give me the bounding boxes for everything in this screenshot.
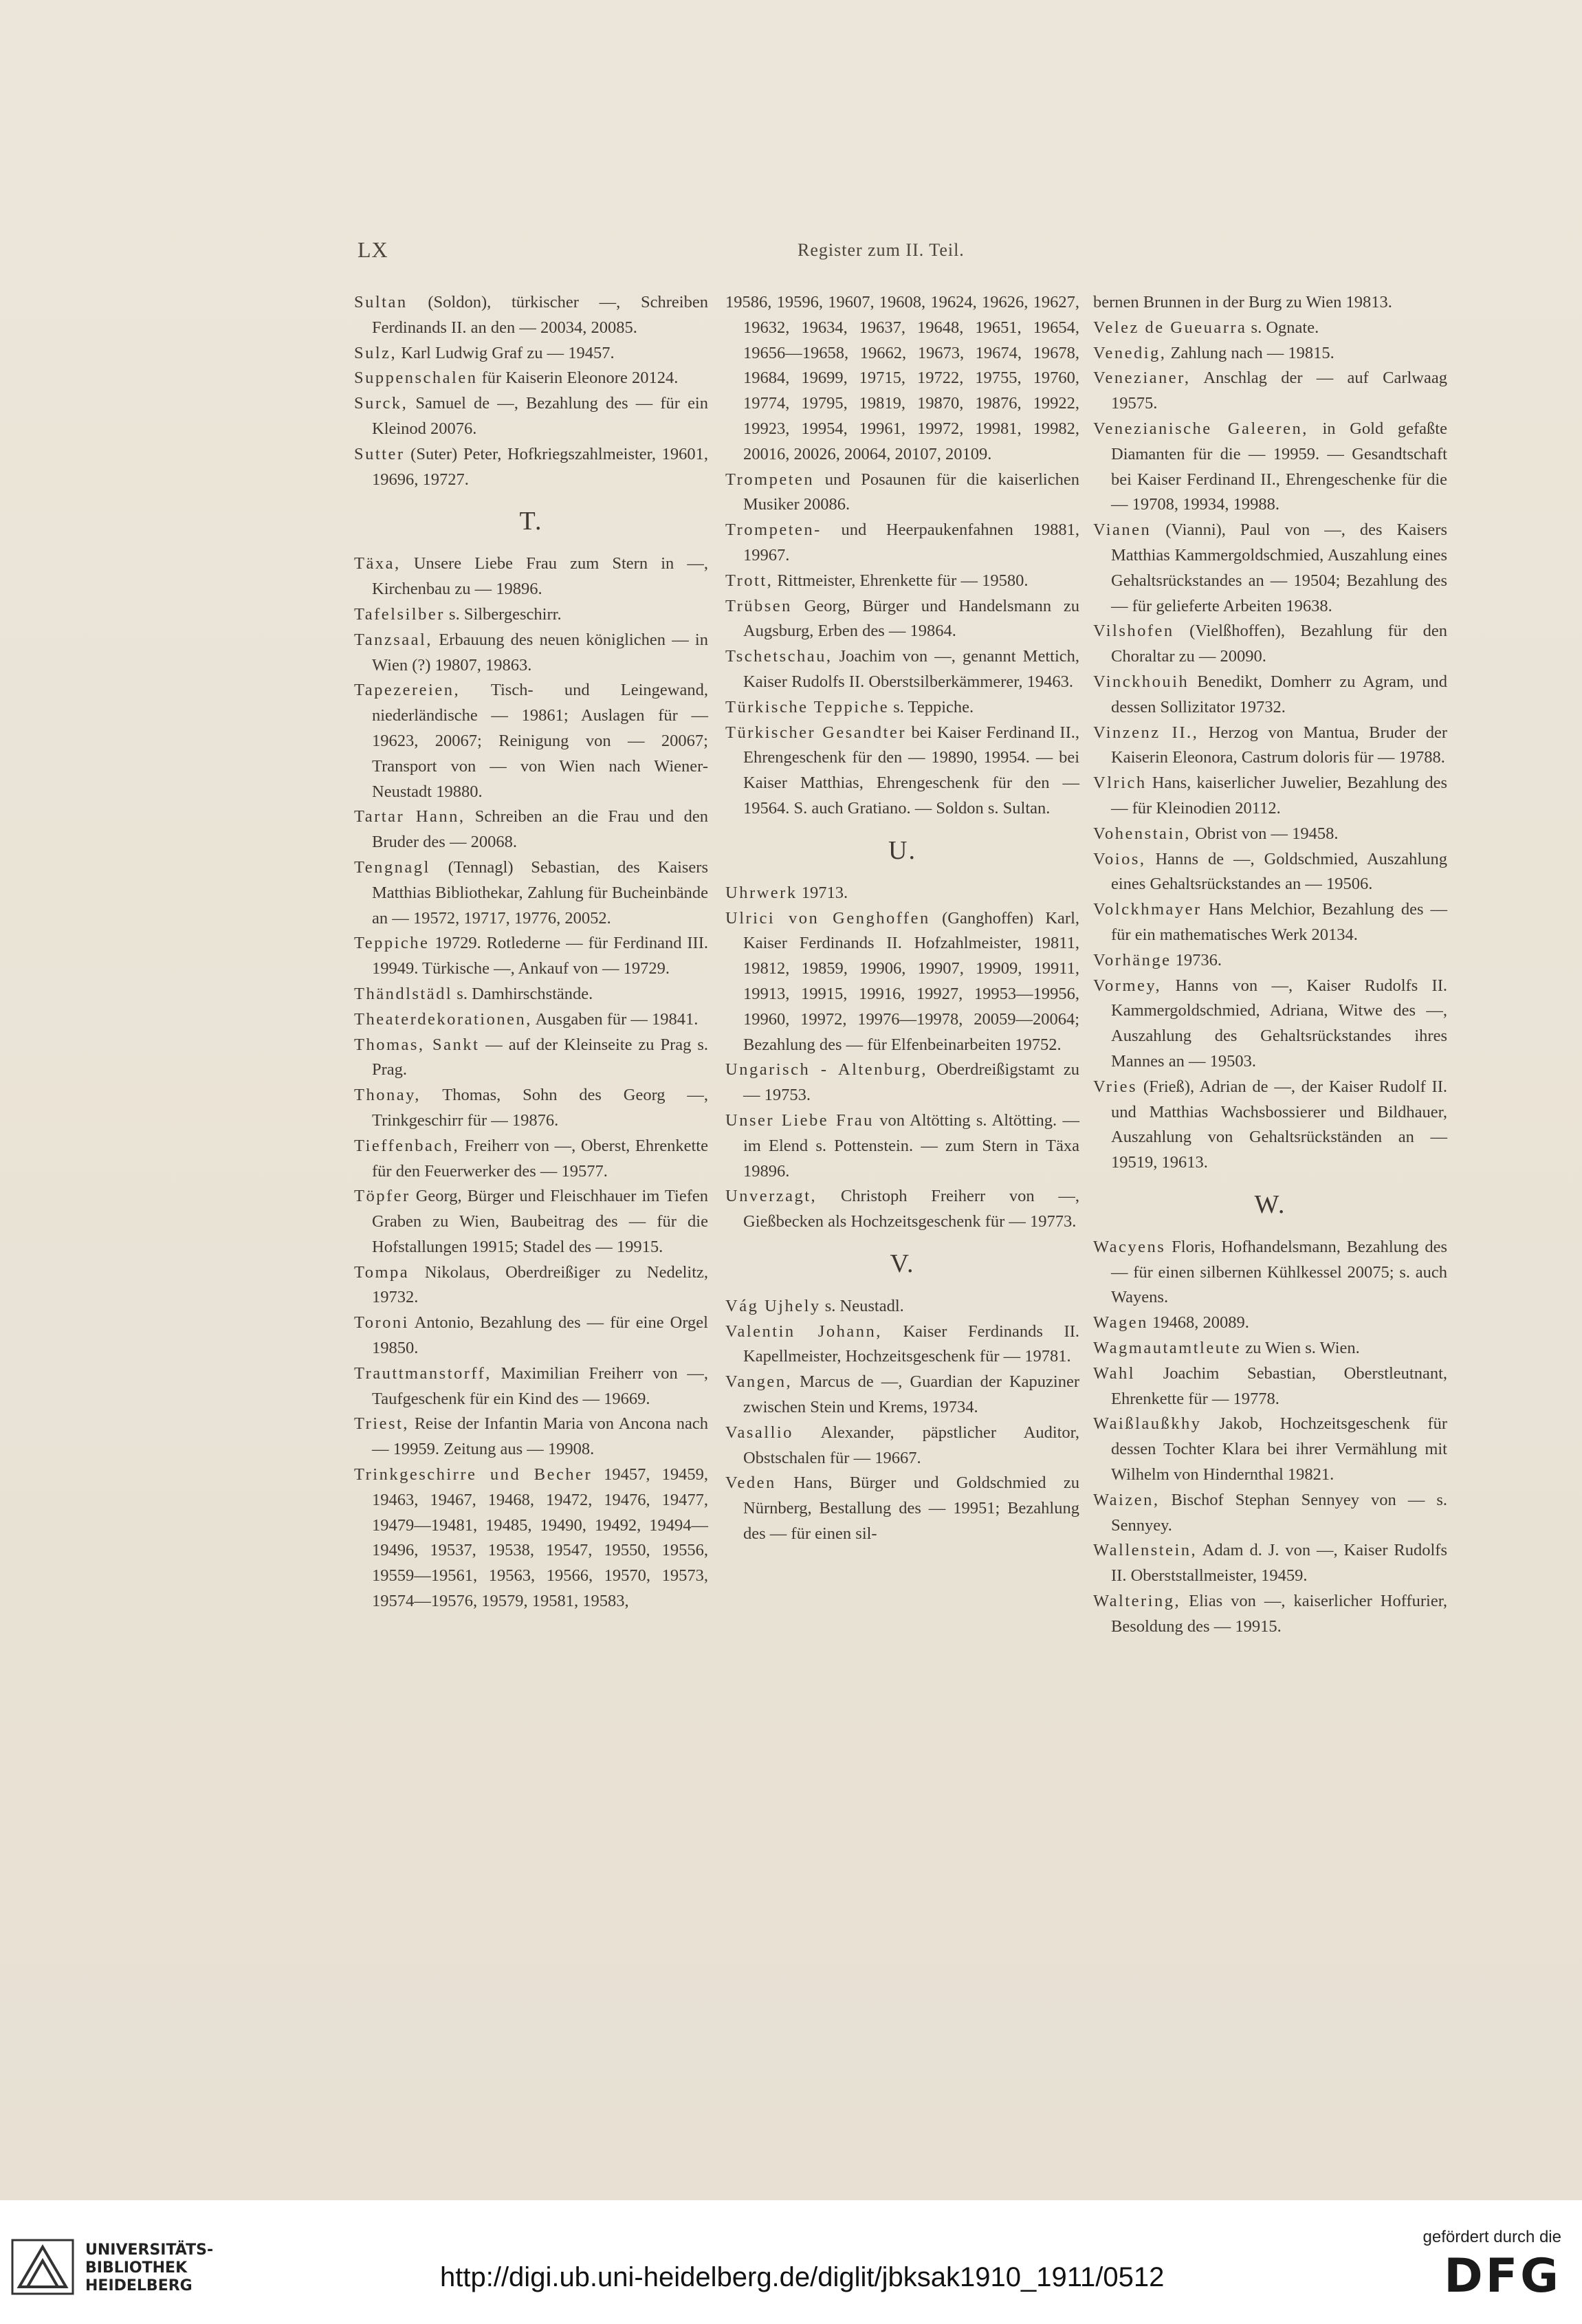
register-entry: [1093, 1589, 1447, 1640]
entry-text: Rittmeister, Ehrenkette für — 19580.: [773, 571, 1029, 590]
register-entry: [1093, 897, 1447, 948]
entry-term: Türkischer Gesandter: [725, 723, 906, 742]
library-name-line: UNIVERSITÄTS-: [85, 2241, 214, 2259]
entry-text: Hans, Bürger und Goldschmied zu Nürnberg, Bestallung des — 19951; Bezahlung des — für einen sil-: [743, 1473, 1079, 1544]
library-name: [85, 2241, 213, 2295]
register-entry: [1093, 1336, 1447, 1361]
entry-term: Trinkgeschirre und Becher: [354, 1465, 593, 1484]
entry-term: Tengnagl: [354, 857, 430, 877]
register-entry: [1093, 974, 1447, 1075]
register-entry: [725, 1370, 1079, 1421]
entry-text: Samuel de —, Bezahlung des — für ein Kleinod 20076.: [372, 394, 708, 438]
entry-term: Venezianische Galeeren,: [1093, 419, 1308, 438]
register-entry: [725, 906, 1079, 1058]
register-entry: [725, 695, 1079, 721]
register-entry: [354, 1007, 708, 1033]
entry-term: Vorhänge: [1093, 950, 1172, 969]
register-entry: [725, 518, 1079, 569]
entry-text: Marcus de —, Guardian der Kapuziner zwischen Stein und Krems, 19734.: [743, 1372, 1079, 1417]
entry-text: Bischof Stephan Sennyey von — s. Sennyey.: [1111, 1490, 1447, 1535]
entry-term: Tafelsilber: [354, 604, 445, 624]
library-name-line: HEIDELBERG: [85, 2277, 193, 2294]
entry-text: und Heerpaukenfahnen 19881, 19967.: [743, 520, 1079, 564]
register-entry: [354, 628, 708, 679]
entry-term: Ulrici von Genghoffen: [725, 908, 930, 928]
entry-term: Thonay,: [354, 1086, 421, 1105]
register-entry: [1093, 1412, 1447, 1487]
register-entry: [725, 594, 1079, 645]
entry-text: von Altötting s. Altötting. — im Elend s. Pottenstein. — zum Stern in Täxa 19896.: [743, 1110, 1079, 1181]
permalink-url[interactable]: http://digi.ub.uni-heidelberg.de/diglit/jbksak1910_1911/0512: [440, 2262, 1165, 2292]
entry-term: Tapezereien,: [354, 681, 461, 700]
entry-text: Antonio, Bezahlung des — für eine Orgel 19850.: [372, 1313, 708, 1358]
register-entry: [725, 1471, 1079, 1546]
entry-text: Hanns de —, Goldschmied, Auszahlung eines Gehaltsrückstandes an — 19506.: [1111, 849, 1447, 894]
section-letter: U.: [888, 835, 916, 865]
entry-text: Schreiben an die Frau und den Bruder des — 20068.: [372, 807, 708, 852]
register-entry: [1093, 1075, 1447, 1176]
entry-term: Vasallio: [725, 1423, 793, 1442]
entry-text: Jakob, Hochzeitsgeschenk für dessen Tochter Klara bei ihrer Vermählung mit Wilhelm von Hindernthal 19821.: [1111, 1414, 1447, 1484]
register-entry: [354, 602, 708, 628]
entry-text: Freiherr von —, Oberst, Ehrenkette für den Feuerwerker des — 19577.: [372, 1136, 708, 1181]
entry-term: Suppenschalen: [354, 369, 478, 388]
entry-term: Triest,: [354, 1414, 409, 1434]
entry-term: Waißlaußkhy: [1093, 1414, 1202, 1434]
entry-term: Surck,: [354, 394, 408, 413]
entry-text: zu Wien s. Wien.: [1241, 1339, 1360, 1358]
entry-text: 19457, 19459, 19463, 19467, 19468, 19472, 19476, 19477, 19479—19481, 19485, 19490, 19492, 19494—19496, 19537, 19538, 19547, 19550, 19556, 19559—19561, 19563, 19566, 19570, 19573, 19574—19576, 19579, 19581, 19583,: [372, 1465, 708, 1611]
entry-text: Alexander, päpstlicher Auditor, Obstschalen für — 19667.: [743, 1423, 1079, 1467]
entry-text: Unsere Liebe Frau zum Stern in —, Kirchenbau zu — 19896.: [372, 554, 708, 599]
funding-label: gefördert durch die: [1422, 2228, 1561, 2246]
entry-term: Unser Liebe Frau: [725, 1110, 874, 1130]
entry-term: Tartar Hann,: [354, 807, 465, 826]
register-entry: [1093, 417, 1447, 518]
entry-text: Floris, Hofhandelsmann, Bezahlung des — für einen silbernen Kühlkessel 20075; s. auch Wayens.: [1111, 1237, 1447, 1307]
entry-term: Tompa: [354, 1262, 410, 1282]
viewer-footer: [0, 2200, 1582, 2324]
entry-text: s. Neustadl.: [820, 1296, 904, 1315]
register-entry: [725, 721, 1079, 822]
register-entry: [354, 290, 708, 341]
entry-term: Volckhmayer: [1093, 900, 1202, 919]
entry-text: bernen Brunnen in der Burg zu Wien 19813.: [1093, 293, 1392, 311]
entry-term: Tschetschau,: [725, 647, 833, 666]
entry-text: Reise der Infantin Maria von Ancona nach — 19959. Zeitung aus — 19908.: [372, 1414, 708, 1459]
register-entry: [1093, 1361, 1447, 1412]
entry-text: Oberdreißigstamt zu — 19753.: [743, 1060, 1079, 1105]
entry-term: Tanzsaal,: [354, 630, 432, 649]
register-entry: [725, 569, 1079, 594]
register-entry: [354, 982, 708, 1007]
register-entry: [725, 1184, 1079, 1235]
entry-text: (Suter) Peter, Hofkriegszahlmeister, 19601, 19696, 19727.: [372, 444, 708, 489]
entry-term: Venedig,: [1093, 343, 1167, 362]
entry-text: Zahlung nach — 19815.: [1166, 343, 1334, 362]
entry-text: s. Teppiche.: [889, 697, 974, 716]
register-entry: [354, 1033, 708, 1084]
register-entry: [1093, 670, 1447, 721]
entry-term: Trompeten: [725, 470, 815, 489]
entry-term: Trompeten-: [725, 520, 822, 540]
register-entry: [725, 1057, 1079, 1108]
register-entry: [354, 678, 708, 804]
register-entry: [354, 551, 708, 602]
entry-term: Waltering,: [1093, 1592, 1181, 1611]
entry-text: Joachim Sebastian, Oberstleutnant, Ehrenkette für — 19778.: [1111, 1363, 1447, 1408]
header-title: Register zum II. Teil.: [798, 240, 965, 260]
register-entry: [354, 804, 708, 855]
section-letter: T.: [519, 507, 543, 536]
register-entry: [1093, 822, 1447, 847]
entry-text: (Vielßhoffen), Bezahlung für den Choraltar zu — 20090.: [1111, 622, 1447, 666]
entry-term: Ungarisch - Altenburg,: [725, 1060, 927, 1079]
entry-text: (Ganghoffen) Karl, Kaiser Ferdinands II. Hofzahlmeister, 19811, 19812, 19859, 19906, 19907, 19909, 19911, 19913, 19915, 19916, 19927, 19953—19956, 19960, 19972, 19976—19978, 20059—20064; Bezahlung des — für Elfenbeinarbeiten 19752.: [743, 908, 1080, 1054]
register-entry: [1093, 948, 1447, 974]
entry-term: Vormey,: [1093, 976, 1162, 995]
library-seal-icon: [10, 2237, 76, 2296]
entry-term: Thändlstädl: [354, 984, 453, 1003]
entry-text: s. Damhirschstände.: [452, 984, 593, 1003]
entry-text: s. Ognate.: [1246, 318, 1319, 337]
entry-text: — auf der Kleinseite zu Prag s. Prag.: [372, 1035, 708, 1079]
dfg-logo[interactable]: DFG: [1444, 2249, 1561, 2303]
register-entry: [354, 855, 708, 931]
section-letter: V.: [890, 1249, 915, 1278]
entry-text: für Kaiserin Eleonore 20124.: [477, 369, 679, 388]
entry-term: Sulz,: [354, 343, 397, 362]
entry-term: Valentin Johann,: [725, 1322, 882, 1341]
register-entry: [725, 1319, 1079, 1370]
register-entry: [354, 442, 708, 493]
entry-term: Unverzagt,: [725, 1187, 817, 1206]
register-entry: [1093, 1488, 1447, 1539]
register-entry: [1093, 366, 1447, 417]
entry-term: Toroni: [354, 1313, 409, 1333]
register-entry: [1093, 771, 1447, 822]
entry-term: Vianen: [1093, 520, 1152, 540]
entry-term: Waizen,: [1093, 1490, 1160, 1509]
entry-term: Vangen,: [725, 1372, 793, 1392]
funding-notice: [1396, 2228, 1561, 2317]
register-entry: [1093, 290, 1447, 316]
entry-text: und Posaunen für die kaiserlichen Musiker 20086.: [743, 470, 1079, 514]
entry-term: Thomas, Sankt: [354, 1035, 480, 1054]
entry-text: Hanns von —, Kaiser Rudolfs II. Kammergoldschmied, Adriana, Witwe des —, Auszahlung des Gehaltsrückstandes ihres Mannes an — 19503.: [1111, 976, 1447, 1071]
register-entry: [725, 644, 1079, 695]
entry-text: (Tennagl) Sebastian, des Kaisers Matthias Bibliothekar, Zahlung für Bucheinbände an — 19572, 19717, 19776, 20052.: [372, 857, 708, 928]
register-entry: [354, 1462, 708, 1614]
register-entry: [354, 391, 708, 442]
entry-term: Trauttmanstorff,: [354, 1363, 492, 1383]
entry-term: Voios,: [1093, 849, 1146, 868]
register-entry: [725, 881, 1079, 906]
register-entry: [354, 1083, 708, 1134]
entry-text: Nikolaus, Oberdreißiger zu Nedelitz, 19732.: [372, 1262, 708, 1307]
register-entry: [1093, 1538, 1447, 1589]
entry-text: Benedikt, Domherr zu Agram, und dessen Sollizitator 19732.: [1111, 672, 1447, 716]
library-logo[interactable]: [10, 2236, 223, 2298]
entry-term: Trübsen: [725, 596, 792, 615]
entry-text: Georg, Bürger und Handelsmann zu Augsburg, Erben des — 19864.: [743, 596, 1079, 641]
entry-term: Veden: [725, 1473, 776, 1493]
running-head: [358, 237, 1444, 272]
entry-term: Töpfer: [354, 1187, 410, 1206]
entry-text: Christoph Freiherr von —, Gießbecken als Hochzeitsgeschenk für — 19773.: [743, 1187, 1079, 1231]
register-entry: [354, 1361, 708, 1412]
entry-term: Wagmautamtleute: [1093, 1339, 1242, 1358]
register-entry: [354, 1184, 708, 1260]
entry-text: Hans Melchior, Bezahlung des — für ein mathematisches Werk 20134.: [1111, 900, 1447, 944]
entry-term: Wahl: [1093, 1363, 1136, 1383]
register-entry: [354, 931, 708, 982]
register-entry: [1093, 1235, 1447, 1311]
entry-term: Vinzenz II.,: [1093, 723, 1199, 742]
register-entry: [725, 290, 1079, 468]
register-entry: [354, 1412, 708, 1462]
register-column-1: [354, 290, 708, 1614]
register-entry: [1093, 721, 1447, 771]
register-column-2: [725, 290, 1079, 1547]
entry-text: 19729. Rotlederne — für Ferdinand III. 19949. Türkische —, Ankauf von — 19729.: [372, 934, 708, 978]
register-entry: [725, 1108, 1079, 1184]
section-letter: W.: [1254, 1190, 1286, 1219]
register-entry: [354, 1311, 708, 1361]
entry-text: Tisch- und Leingewand, niederländische — 19861; Auslagen für — 19623, 20067; Reinigung von — 20067; Transport von — von Wien nach Wiener-Neustadt 19880.: [372, 681, 708, 801]
entry-term: Velez de Gueuarra: [1093, 318, 1247, 337]
register-entry: [1093, 847, 1447, 898]
entry-term: Venezianer,: [1093, 369, 1191, 388]
entry-text: 19468, 20089.: [1147, 1313, 1249, 1333]
entry-text: bei Kaiser Ferdinand II., Ehrengeschenk für den — 19890, 19954. — bei Kaiser Matthias, Ehrengeschenk für den — 19564. S. auch Gratiano. — Soldon s. Sultan.: [743, 723, 1079, 818]
entry-term: Vág Ujhely: [725, 1296, 821, 1315]
entry-text: Hans, kaiserlicher Juwelier, Bezahlung des — für Kleinodien 20112.: [1111, 774, 1447, 818]
entry-term: Teppiche: [354, 934, 430, 953]
library-name-line: BIBLIOTHEK: [85, 2259, 188, 2277]
register-entry: [1093, 316, 1447, 341]
entry-text: 19713.: [797, 883, 848, 902]
entry-text: Thomas, Sohn des Georg —, Trinkgeschirr für — 19876.: [372, 1086, 708, 1130]
page-number: LX: [358, 237, 388, 262]
entry-text: Herzog von Mantua, Bruder der Kaiserin Eleonora, Castrum doloris für — 19788.: [1111, 723, 1447, 767]
entry-term: Sultan: [354, 293, 408, 311]
entry-term: Vlrich: [1093, 774, 1147, 793]
entry-text: (Soldon), türkischer —, Schreiben Ferdinands II. an den — 20034, 20085.: [372, 293, 708, 337]
register-entry: [354, 1134, 708, 1185]
entry-term: Tieffenbach,: [354, 1136, 460, 1155]
register-column-3: [1093, 290, 1447, 1640]
entry-term: Wagen: [1093, 1313, 1148, 1333]
entry-text: s. Silbergeschirr.: [444, 604, 562, 624]
register-entry: [354, 366, 708, 391]
register-columns: [354, 290, 1447, 2147]
entry-text: Maximilian Freiherr von —, Taufgeschenk für ein Kind des — 19669.: [372, 1363, 708, 1408]
entry-term: Trott,: [725, 571, 773, 590]
entry-text: Adam d. J. von —, Kaiser Rudolfs II. Oberststallmeister, 19459.: [1111, 1541, 1447, 1586]
register-entry: [1093, 518, 1447, 619]
entry-text: Anschlag der — auf Carlwaag 19575.: [1111, 369, 1447, 413]
entry-term: Uhrwerk: [725, 883, 798, 902]
entry-text: Georg, Bürger und Fleischhauer im Tiefen Graben zu Wien, Baubeitrag des — für die Hofstallungen 19915; Stadel des — 19915.: [372, 1187, 708, 1256]
entry-text: in Gold gefaßte Diamanten für die — 19959. — Gesandtschaft bei Kaiser Ferdinand II., Ehrengeschenke für die — 19708, 19934, 19988.: [1111, 419, 1447, 514]
register-entry: [1093, 619, 1447, 670]
entry-term: Wacyens: [1093, 1237, 1166, 1256]
entry-term: Sutter: [354, 444, 405, 463]
entry-term: Wallenstein,: [1093, 1541, 1198, 1560]
register-entry: [354, 1260, 708, 1311]
entry-text: Joachim von —, genannt Mettich, Kaiser Rudolfs II. Oberstsilberkämmerer, 19463.: [743, 647, 1079, 691]
register-entry: [1093, 1311, 1447, 1336]
entry-term: Vinckhouih: [1093, 672, 1189, 691]
entry-text: Obrist von — 19458.: [1191, 824, 1339, 843]
register-entry: [354, 341, 708, 366]
entry-term: Türkische Teppiche: [725, 697, 890, 716]
entry-text: 19736.: [1171, 950, 1222, 969]
entry-text: Karl Ludwig Graf zu — 19457.: [397, 343, 615, 362]
entry-text: (Vianni), Paul von —, des Kaisers Matthias Kammergoldschmied, Auszahlung eines Gehaltsrückstandes an — 19504; Bezahlung des — für gelieferte Arbeiten 19638.: [1111, 520, 1447, 615]
entry-text: 19586, 19596, 19607, 19608, 19624, 19626, 19627, 19632, 19634, 19637, 19648, 19651, 19654, 19656—19658, 19662, 19673, 19674, 19678, 19684, 19699, 19715, 19722, 19755, 19760, 19774, 19795, 19819, 19870, 19876, 19922, 19923, 19954, 19961, 19972, 19981, 19982, 20016, 20026, 20064, 20107, 20109.: [725, 293, 1079, 463]
entry-term: Täxa,: [354, 554, 401, 573]
entry-term: Vries: [1093, 1077, 1138, 1096]
entry-term: Vilshofen: [1093, 622, 1174, 641]
entry-term: Vohenstain,: [1093, 824, 1191, 843]
entry-term: Theaterdekorationen,: [354, 1009, 532, 1029]
entry-text: Erbauung des neuen königlichen — in Wien (?) 19807, 19863.: [372, 630, 708, 675]
entry-text: Ausgaben für — 19841.: [531, 1009, 699, 1029]
register-entry: [725, 1294, 1079, 1319]
register-entry: [1093, 341, 1447, 366]
entry-text: Kaiser Ferdinands II. Kapellmeister, Hochzeitsgeschenk für — 19781.: [743, 1322, 1079, 1366]
register-entry: [725, 468, 1079, 518]
entry-text: Elias von —, kaiserlicher Hoffurier, Besoldung des — 19915.: [1111, 1592, 1447, 1636]
entry-text: (Frieß), Adrian de —, der Kaiser Rudolf II. und Matthias Wachsbossierer und Bildhauer, Auszahlung von Gehaltsrückständen an — 19519, 19613.: [1111, 1077, 1447, 1172]
register-entry: [725, 1421, 1079, 1471]
